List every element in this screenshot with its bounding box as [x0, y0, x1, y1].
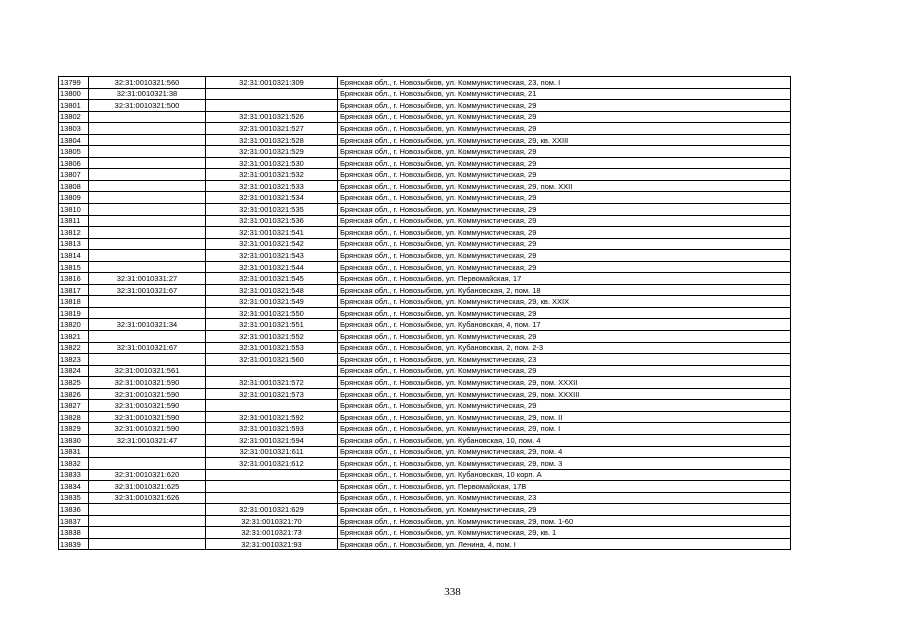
table-row [59, 331, 791, 343]
table-row [59, 123, 791, 135]
table-row [59, 146, 791, 158]
record-number-cell: 13831 [59, 446, 89, 458]
record-number-cell: 13809 [59, 192, 89, 204]
record-number-cell: 13817 [59, 284, 89, 296]
building-cadastral-number-cell: 32:31:0010321:629 [206, 504, 338, 516]
record-number-cell: 13821 [59, 331, 89, 343]
building-cadastral-number-cell: 32:31:0010321:542 [206, 238, 338, 250]
land-cadastral-number-cell: 32:31:0010321:561 [89, 365, 206, 377]
record-number-cell: 13824 [59, 365, 89, 377]
land-cadastral-number-cell [89, 504, 206, 516]
table-row [59, 273, 791, 285]
building-cadastral-number-cell: 32:31:0010321:549 [206, 296, 338, 308]
table-row [59, 204, 791, 216]
land-cadastral-number-cell [89, 446, 206, 458]
table-row [59, 365, 791, 377]
land-cadastral-number-cell: 32:31:0010321:38 [89, 88, 206, 100]
table-row [59, 88, 791, 100]
land-cadastral-number-cell [89, 192, 206, 204]
address-cell: Брянская обл., г. Новозыбков, ул. Коммунистическая, 21 [338, 88, 791, 100]
table-row [59, 284, 791, 296]
land-cadastral-number-cell: 32:31:0010321:625 [89, 481, 206, 493]
record-number-cell: 13805 [59, 146, 89, 158]
record-number-cell: 13826 [59, 388, 89, 400]
building-cadastral-number-cell [206, 100, 338, 112]
address-cell: Брянская обл., г. Новозыбков, ул. Коммунистическая, 29, пом. 3 [338, 458, 791, 470]
building-cadastral-number-cell: 32:31:0010321:528 [206, 134, 338, 146]
building-cadastral-number-cell [206, 481, 338, 493]
land-cadastral-number-cell: 32:31:0010321:590 [89, 388, 206, 400]
record-number-cell: 13808 [59, 180, 89, 192]
building-cadastral-number-cell [206, 492, 338, 504]
building-cadastral-number-cell: 32:31:0010321:572 [206, 377, 338, 389]
table-row [59, 261, 791, 273]
building-cadastral-number-cell: 32:31:0010321:543 [206, 250, 338, 262]
building-cadastral-number-cell: 32:31:0010321:535 [206, 204, 338, 216]
table-row [59, 192, 791, 204]
table-row [59, 342, 791, 354]
building-cadastral-number-cell: 32:31:0010321:550 [206, 307, 338, 319]
address-cell: Брянская обл., г. Новозыбков, ул. Коммунистическая, 29 [338, 227, 791, 239]
address-cell: Брянская обл., г. Новозыбков, ул. Коммунистическая, 29 [338, 215, 791, 227]
land-cadastral-number-cell [89, 146, 206, 158]
land-cadastral-number-cell: 32:31:0010321:626 [89, 492, 206, 504]
record-number-cell: 13810 [59, 204, 89, 216]
address-cell: Брянская обл., г. Новозыбков, ул. Коммунистическая, 29 [338, 157, 791, 169]
address-cell: Брянская обл., г. Новозыбков, ул. Коммунистическая, 29 [338, 307, 791, 319]
record-number-cell: 13837 [59, 515, 89, 527]
land-cadastral-number-cell [89, 307, 206, 319]
table-row [59, 157, 791, 169]
table-row [59, 377, 791, 389]
building-cadastral-number-cell: 32:31:0010321:532 [206, 169, 338, 181]
record-number-cell: 13823 [59, 354, 89, 366]
land-cadastral-number-cell: 32:31:0010321:500 [89, 100, 206, 112]
table-row [59, 423, 791, 435]
address-cell: Брянская обл., г. Новозыбков, ул. Коммунистическая, 29, пом. XXII [338, 180, 791, 192]
building-cadastral-number-cell: 32:31:0010321:592 [206, 411, 338, 423]
record-number-cell: 13822 [59, 342, 89, 354]
table-row [59, 169, 791, 181]
table-row [59, 296, 791, 308]
building-cadastral-number-cell: 32:31:0010321:533 [206, 180, 338, 192]
record-number-cell: 13806 [59, 157, 89, 169]
building-cadastral-number-cell: 32:31:0010321:93 [206, 538, 338, 550]
address-cell: Брянская обл., г. Новозыбков, ул. Коммунистическая, 23 [338, 354, 791, 366]
record-number-cell: 13815 [59, 261, 89, 273]
table-row [59, 481, 791, 493]
address-cell: Брянская обл., г. Новозыбков, ул. Коммунистическая, 29, пом. XXXIII [338, 388, 791, 400]
address-cell: Брянская обл., г. Новозыбков, ул. Коммунистическая, 29, кв. XXIX [338, 296, 791, 308]
table-row [59, 227, 791, 239]
table-row [59, 354, 791, 366]
table-row [59, 215, 791, 227]
record-number-cell: 13818 [59, 296, 89, 308]
building-cadastral-number-cell: 32:31:0010321:594 [206, 434, 338, 446]
table-row [59, 77, 791, 89]
land-cadastral-number-cell [89, 354, 206, 366]
table-row [59, 411, 791, 423]
land-cadastral-number-cell: 32:31:0010321:620 [89, 469, 206, 481]
record-number-cell: 13834 [59, 481, 89, 493]
table-row [59, 100, 791, 112]
land-cadastral-number-cell: 32:31:0010321:590 [89, 400, 206, 412]
record-number-cell: 13819 [59, 307, 89, 319]
address-cell: Брянская обл., г. Новозыбков, ул. Коммунистическая, 29 [338, 331, 791, 343]
building-cadastral-number-cell: 32:31:0010321:73 [206, 527, 338, 539]
address-cell: Брянская обл., г. Новозыбков, ул. Коммунистическая, 29 [338, 365, 791, 377]
table-row [59, 180, 791, 192]
land-cadastral-number-cell [89, 180, 206, 192]
record-number-cell: 13825 [59, 377, 89, 389]
table-row [59, 111, 791, 123]
table-row [59, 434, 791, 446]
address-cell: Брянская обл., г. Новозыбков, ул. Коммунистическая, 29 [338, 100, 791, 112]
building-cadastral-number-cell [206, 400, 338, 412]
building-cadastral-number-cell [206, 365, 338, 377]
record-number-cell: 13813 [59, 238, 89, 250]
land-cadastral-number-cell: 32:31:0010331:27 [89, 273, 206, 285]
record-number-cell: 13802 [59, 111, 89, 123]
address-cell: Брянская обл., г. Новозыбков, ул. Коммунистическая, 29 [338, 123, 791, 135]
building-cadastral-number-cell [206, 469, 338, 481]
table-row [59, 458, 791, 470]
building-cadastral-number-cell: 32:31:0010321:593 [206, 423, 338, 435]
record-number-cell: 13838 [59, 527, 89, 539]
building-cadastral-number-cell: 32:31:0010321:70 [206, 515, 338, 527]
table-row [59, 134, 791, 146]
address-cell: Брянская обл., г. Новозыбков, ул. Коммунистическая, 23 [338, 492, 791, 504]
address-cell: Брянская обл., г. Новозыбков, ул. Коммунистическая, 29, кв. XXIII [338, 134, 791, 146]
address-cell: Брянская обл., г. Новозыбков, ул. Коммунистическая, 29, кв. 1 [338, 527, 791, 539]
land-cadastral-number-cell [89, 169, 206, 181]
land-cadastral-number-cell [89, 134, 206, 146]
address-cell: Брянская обл., г. Новозыбков, ул. Коммунистическая, 29 [338, 504, 791, 516]
record-number-cell: 13827 [59, 400, 89, 412]
building-cadastral-number-cell: 32:31:0010321:534 [206, 192, 338, 204]
building-cadastral-number-cell: 32:31:0010321:560 [206, 354, 338, 366]
building-cadastral-number-cell: 32:31:0010321:573 [206, 388, 338, 400]
table-row [59, 504, 791, 516]
registry-table-body [59, 77, 791, 550]
building-cadastral-number-cell: 32:31:0010321:611 [206, 446, 338, 458]
record-number-cell: 13812 [59, 227, 89, 239]
table-row [59, 538, 791, 550]
land-cadastral-number-cell [89, 238, 206, 250]
table-row [59, 492, 791, 504]
record-number-cell: 13816 [59, 273, 89, 285]
land-cadastral-number-cell [89, 111, 206, 123]
table-row [59, 469, 791, 481]
record-number-cell: 13820 [59, 319, 89, 331]
record-number-cell: 13829 [59, 423, 89, 435]
record-number-cell: 13839 [59, 538, 89, 550]
record-number-cell: 13801 [59, 100, 89, 112]
table-row [59, 307, 791, 319]
table-row [59, 515, 791, 527]
address-cell: Брянская обл., г. Новозыбков, ул. Коммунистическая, 29 [338, 111, 791, 123]
record-number-cell: 13828 [59, 411, 89, 423]
record-number-cell: 13830 [59, 434, 89, 446]
land-cadastral-number-cell: 32:31:0010321:47 [89, 434, 206, 446]
table-row [59, 250, 791, 262]
address-cell: Брянская обл., г. Новозыбков, ул. Коммунистическая, 29, пом. I [338, 423, 791, 435]
record-number-cell: 13811 [59, 215, 89, 227]
address-cell: Брянская обл., г. Новозыбков, ул. Коммунистическая, 29, пом. 4 [338, 446, 791, 458]
address-cell: Брянская обл., г. Новозыбков, ул. Коммунистическая, 29 [338, 250, 791, 262]
building-cadastral-number-cell: 32:31:0010321:536 [206, 215, 338, 227]
building-cadastral-number-cell: 32:31:0010321:551 [206, 319, 338, 331]
land-cadastral-number-cell [89, 296, 206, 308]
address-cell: Брянская обл., г. Новозыбков, ул. Коммунистическая, 29 [338, 204, 791, 216]
building-cadastral-number-cell: 32:31:0010321:612 [206, 458, 338, 470]
address-cell: Брянская обл., г. Новозыбков, ул. Коммунистическая, 29 [338, 261, 791, 273]
land-cadastral-number-cell: 32:31:0010321:67 [89, 284, 206, 296]
address-cell: Брянская обл., г. Новозыбков, ул. Кубановская, 4, пом. 17 [338, 319, 791, 331]
land-cadastral-number-cell [89, 123, 206, 135]
building-cadastral-number-cell: 32:31:0010321:526 [206, 111, 338, 123]
land-cadastral-number-cell [89, 538, 206, 550]
registry-table [58, 76, 791, 550]
table-row [59, 319, 791, 331]
record-number-cell: 13833 [59, 469, 89, 481]
table-row [59, 446, 791, 458]
table-row [59, 238, 791, 250]
address-cell: Брянская обл., г. Новозыбков, ул. Коммунистическая, 29 [338, 146, 791, 158]
table-row [59, 400, 791, 412]
table-row [59, 388, 791, 400]
building-cadastral-number-cell: 32:31:0010321:548 [206, 284, 338, 296]
record-number-cell: 13836 [59, 504, 89, 516]
address-cell: Брянская обл., г. Новозыбков, ул. Коммунистическая, 29 [338, 169, 791, 181]
record-number-cell: 13814 [59, 250, 89, 262]
land-cadastral-number-cell [89, 157, 206, 169]
address-cell: Брянская обл., г. Новозыбков, ул. Первомайская, 17 [338, 273, 791, 285]
building-cadastral-number-cell: 32:31:0010321:544 [206, 261, 338, 273]
table-row [59, 527, 791, 539]
land-cadastral-number-cell [89, 261, 206, 273]
land-cadastral-number-cell [89, 215, 206, 227]
building-cadastral-number-cell [206, 88, 338, 100]
record-number-cell: 13803 [59, 123, 89, 135]
building-cadastral-number-cell: 32:31:0010321:309 [206, 77, 338, 89]
building-cadastral-number-cell: 32:31:0010321:529 [206, 146, 338, 158]
record-number-cell: 13800 [59, 88, 89, 100]
land-cadastral-number-cell [89, 204, 206, 216]
address-cell: Брянская обл., г. Новозыбков, ул. Ленина, 4, пом. I [338, 538, 791, 550]
land-cadastral-number-cell [89, 458, 206, 470]
record-number-cell: 13807 [59, 169, 89, 181]
land-cadastral-number-cell: 32:31:0010321:590 [89, 411, 206, 423]
building-cadastral-number-cell: 32:31:0010321:552 [206, 331, 338, 343]
record-number-cell: 13832 [59, 458, 89, 470]
address-cell: Брянская обл., г. Новозыбков, ул. Коммунистическая, 29, пом. XXXII [338, 377, 791, 389]
land-cadastral-number-cell [89, 527, 206, 539]
address-cell: Брянская обл., г. Новозыбков, ул. Коммунистическая, 29 [338, 238, 791, 250]
land-cadastral-number-cell [89, 250, 206, 262]
land-cadastral-number-cell: 32:31:0010321:590 [89, 423, 206, 435]
address-cell: Брянская обл., г. Новозыбков, ул. Коммунистическая, 29 [338, 400, 791, 412]
land-cadastral-number-cell: 32:31:0010321:560 [89, 77, 206, 89]
address-cell: Брянская обл., г. Новозыбков, ул. Кубановская, 10 корп. А [338, 469, 791, 481]
address-cell: Брянская обл., г. Новозыбков, ул. Коммунистическая, 23, пом. I [338, 77, 791, 89]
record-number-cell: 13799 [59, 77, 89, 89]
address-cell: Брянская обл., г. Новозыбков, ул. Кубановская, 10, пом. 4 [338, 434, 791, 446]
building-cadastral-number-cell: 32:31:0010321:553 [206, 342, 338, 354]
address-cell: Брянская обл., г. Новозыбков, ул. Кубановская, 2, пом. 2-3 [338, 342, 791, 354]
land-cadastral-number-cell [89, 515, 206, 527]
address-cell: Брянская обл., г. Новозыбков, ул. Коммунистическая, 29, пом. 1-60 [338, 515, 791, 527]
address-cell: Брянская обл., г. Новозыбков, ул. Коммунистическая, 29 [338, 192, 791, 204]
land-cadastral-number-cell: 32:31:0010321:34 [89, 319, 206, 331]
building-cadastral-number-cell: 32:31:0010321:545 [206, 273, 338, 285]
address-cell: Брянская обл., г. Новозыбков, ул. Первомайская, 17В [338, 481, 791, 493]
address-cell: Брянская обл., г. Новозыбков, ул. Кубановская, 2, пом. 18 [338, 284, 791, 296]
record-number-cell: 13804 [59, 134, 89, 146]
land-cadastral-number-cell: 32:31:0010321:590 [89, 377, 206, 389]
land-cadastral-number-cell [89, 331, 206, 343]
land-cadastral-number-cell: 32:31:0010321:67 [89, 342, 206, 354]
land-cadastral-number-cell [89, 227, 206, 239]
building-cadastral-number-cell: 32:31:0010321:530 [206, 157, 338, 169]
address-cell: Брянская обл., г. Новозыбков, ул. Коммунистическая, 29, пом. II [338, 411, 791, 423]
building-cadastral-number-cell: 32:31:0010321:541 [206, 227, 338, 239]
building-cadastral-number-cell: 32:31:0010321:527 [206, 123, 338, 135]
record-number-cell: 13835 [59, 492, 89, 504]
page-number: 338 [444, 586, 461, 598]
